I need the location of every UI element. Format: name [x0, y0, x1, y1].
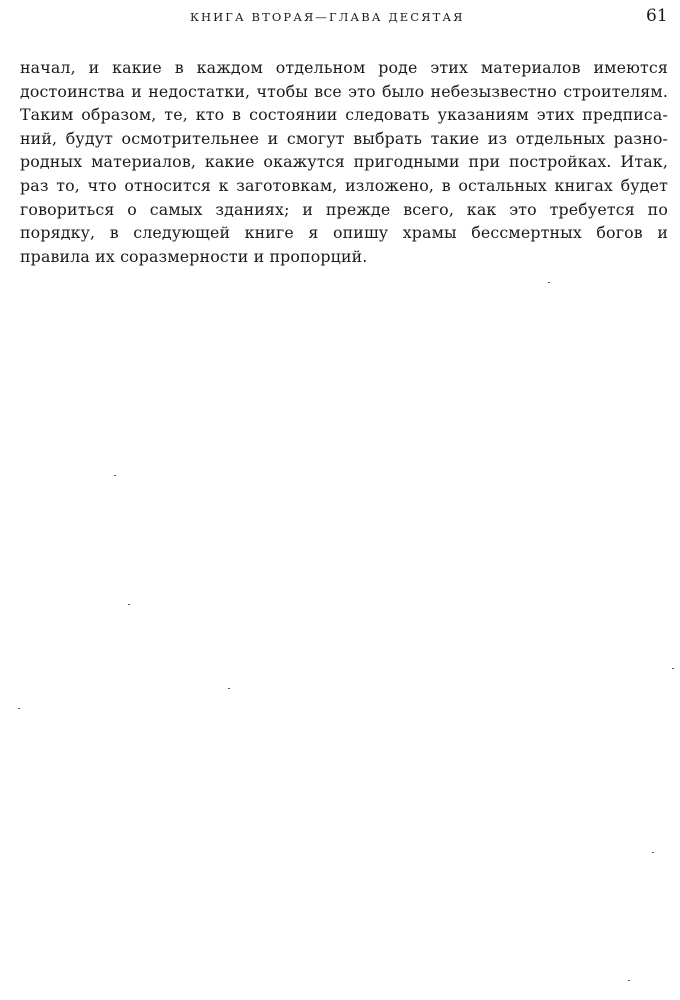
scan-speck	[18, 708, 20, 709]
body-text	[20, 56, 668, 268]
scan-speck	[628, 980, 630, 981]
text-line: родных материалов, какие окажутся пригодными при постройках. Итак,	[20, 152, 668, 172]
text-line: раз то, что относится к заготовкам, изложено, в остальных книгах будет	[20, 175, 668, 195]
text-line: Таким образом, те, кто в состоянии следовать указаниям этих предписа-	[20, 105, 668, 125]
scan-speck	[228, 688, 230, 689]
text-line: ний, будут осмотрительнее и смогут выбрать такие из отдельных разно-	[20, 128, 668, 148]
scan-speck	[672, 668, 674, 669]
text-line: начал, и какие в каждом отдельном роде этих материалов имеются	[20, 58, 668, 77]
scan-speck	[128, 604, 130, 605]
text-line: правила их соразмерности и пропорций.	[20, 246, 368, 266]
running-header-title: КНИГА ВТОРАЯ—ГЛАВА ДЕСЯТАЯ	[190, 10, 465, 24]
scan-speck	[652, 852, 654, 853]
text-line: говориться о самых зданиях; и прежде всего, как это требуется по	[20, 199, 668, 219]
scan-speck	[114, 475, 116, 476]
scan-speck	[548, 282, 550, 283]
text-line: достоинства и недостатки, чтобы все это было небезызвестно строителям.	[20, 81, 668, 101]
text-line: порядку, в следующей книге я опишу храмы бессмертных богов и	[20, 223, 668, 243]
running-header	[0, 8, 680, 30]
page-number: 61	[646, 6, 668, 26]
